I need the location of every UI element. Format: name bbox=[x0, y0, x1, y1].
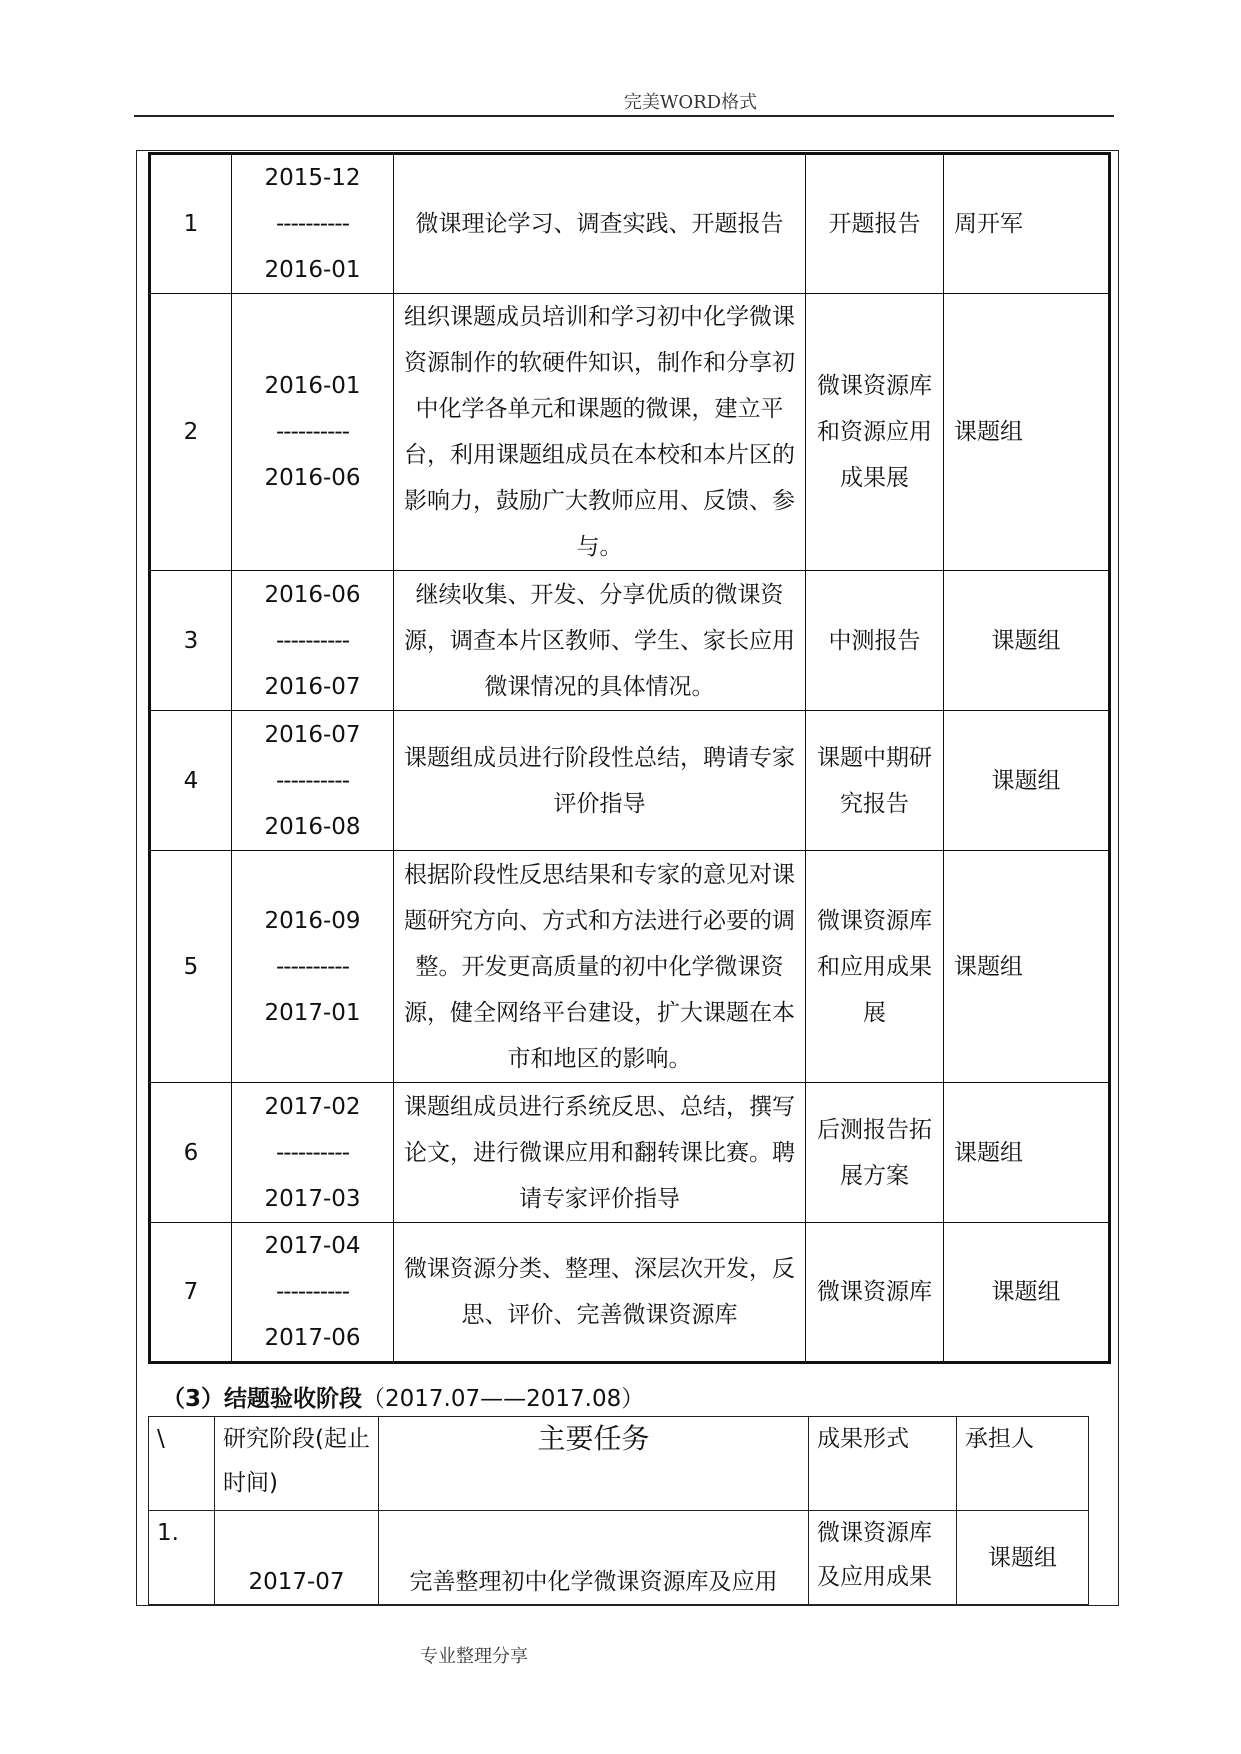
main-task: 课题组成员进行阶段性总结，聘请专家评价指导 bbox=[394, 711, 806, 851]
page-frame-top bbox=[136, 150, 1119, 151]
result-form: 课题中期研究报告 bbox=[806, 711, 944, 851]
start-date: 2016-01 bbox=[264, 373, 361, 399]
section-period: （2017.07——2017.08） bbox=[362, 1386, 645, 1412]
table-header-row bbox=[149, 1417, 1089, 1511]
section-heading bbox=[162, 1382, 644, 1416]
header-no: \ bbox=[149, 1417, 215, 1511]
responsible-person: 周开军 bbox=[944, 154, 1110, 294]
table-row bbox=[150, 571, 1110, 711]
table-row bbox=[150, 1083, 1110, 1223]
result-form: 微课资源库及应用成果 bbox=[809, 1511, 957, 1605]
research-plan-table bbox=[148, 152, 1111, 1364]
responsible-person: 课题组 bbox=[944, 1223, 1110, 1363]
start-date: 2016-07 bbox=[264, 721, 361, 748]
responsible-person: 课题组 bbox=[957, 1511, 1089, 1605]
date-range bbox=[232, 1083, 394, 1223]
header-rule bbox=[134, 115, 1114, 117]
end-date: 2016-06 bbox=[264, 465, 361, 491]
date-separator: ---------- bbox=[276, 767, 349, 794]
main-task: 继续收集、开发、分享优质的微课资源，调查本片区教师、学生、家长应用微课情况的具体情况。 bbox=[394, 571, 806, 711]
end-date: 2016-01 bbox=[264, 257, 361, 283]
main-task: 组织课题成员培训和学习初中化学微课资源制作的软硬件知识，制作和分享初中化学各单元和课题的微课，建立平台，利用课题组成员在本校和本片区的影响力，鼓励广大教师应用、反馈、参与。 bbox=[394, 294, 806, 571]
end-date: 2017-01 bbox=[264, 999, 361, 1026]
table-row bbox=[150, 711, 1110, 851]
end-date: 2016-07 bbox=[264, 673, 361, 700]
row-number: 2 bbox=[150, 294, 232, 571]
date-range bbox=[232, 571, 394, 711]
table-row bbox=[150, 154, 1110, 294]
date-separator: ---------- bbox=[276, 627, 349, 654]
end-date: 2017-03 bbox=[264, 1185, 361, 1212]
row-number: 1 bbox=[150, 154, 232, 294]
end-date: 2016-08 bbox=[264, 813, 361, 840]
section-title: （3）结题验收阶段 bbox=[162, 1386, 363, 1412]
page-frame-right bbox=[1118, 150, 1119, 1606]
row-number: 3 bbox=[150, 571, 232, 711]
result-form: 微课资源库和资源应用成果展 bbox=[806, 294, 944, 571]
row-number: 1. bbox=[149, 1511, 215, 1605]
date-separator: ---------- bbox=[276, 953, 349, 980]
header-person: 承担人 bbox=[957, 1417, 1089, 1511]
stage-date: 2017-07 bbox=[215, 1511, 379, 1605]
main-task: 微课理论学习、调查实践、开题报告 bbox=[394, 154, 806, 294]
start-date: 2016-06 bbox=[264, 581, 361, 608]
start-date: 2017-02 bbox=[264, 1093, 361, 1120]
final-stage-table bbox=[148, 1416, 1089, 1605]
main-task: 微课资源分类、整理、深层次开发，反思、评价、完善微课资源库 bbox=[394, 1223, 806, 1363]
responsible-person: 课题组 bbox=[944, 1083, 1110, 1223]
date-separator: ---------- bbox=[276, 419, 349, 445]
page-frame-bottom bbox=[136, 1605, 1119, 1606]
result-form: 微课资源库和应用成果展 bbox=[806, 851, 944, 1083]
row-number: 6 bbox=[150, 1083, 232, 1223]
main-task: 课题组成员进行系统反思、总结，撰写论文，进行微课应用和翻转课比赛。聘请专家评价指导 bbox=[394, 1083, 806, 1223]
row-number: 7 bbox=[150, 1223, 232, 1363]
result-form: 微课资源库 bbox=[806, 1223, 944, 1363]
page-frame-left bbox=[136, 150, 137, 1606]
date-range bbox=[232, 711, 394, 851]
date-range bbox=[232, 851, 394, 1083]
table-row bbox=[149, 1511, 1089, 1605]
date-range bbox=[232, 1223, 394, 1363]
main-task: 根据阶段性反思结果和专家的意见对课题研究方向、方式和方法进行必要的调整。开发更高质量的初中化学微课资源，健全网络平台建设，扩大课题在本市和地区的影响。 bbox=[394, 851, 806, 1083]
result-form: 后测报告拓展方案 bbox=[806, 1083, 944, 1223]
row-number: 5 bbox=[150, 851, 232, 1083]
table-row bbox=[150, 1223, 1110, 1363]
result-form: 开题报告 bbox=[806, 154, 944, 294]
table-row bbox=[150, 851, 1110, 1083]
date-separator: ---------- bbox=[276, 211, 349, 237]
header-result: 成果形式 bbox=[809, 1417, 957, 1511]
header-task: 主要任务 bbox=[379, 1417, 809, 1511]
responsible-person: 课题组 bbox=[944, 851, 1110, 1083]
date-separator: ---------- bbox=[276, 1139, 349, 1166]
date-range bbox=[232, 294, 394, 571]
table-row bbox=[150, 294, 1110, 571]
result-form: 中测报告 bbox=[806, 571, 944, 711]
page-footer: 专业整理分享 bbox=[420, 1646, 528, 1667]
start-date: 2017-04 bbox=[264, 1233, 361, 1259]
page-header: 完美WORD格式 bbox=[623, 92, 758, 113]
start-date: 2016-09 bbox=[264, 907, 361, 934]
main-task: 完善整理初中化学微课资源库及应用 bbox=[379, 1511, 809, 1605]
date-separator: ---------- bbox=[276, 1279, 349, 1305]
date-range bbox=[232, 154, 394, 294]
header-stage: 研究阶段(起止时间) bbox=[215, 1417, 379, 1511]
start-date: 2015-12 bbox=[264, 165, 361, 191]
end-date: 2017-06 bbox=[264, 1325, 361, 1351]
responsible-person: 课题组 bbox=[944, 711, 1110, 851]
row-number: 4 bbox=[150, 711, 232, 851]
responsible-person: 课题组 bbox=[944, 294, 1110, 571]
responsible-person: 课题组 bbox=[944, 571, 1110, 711]
